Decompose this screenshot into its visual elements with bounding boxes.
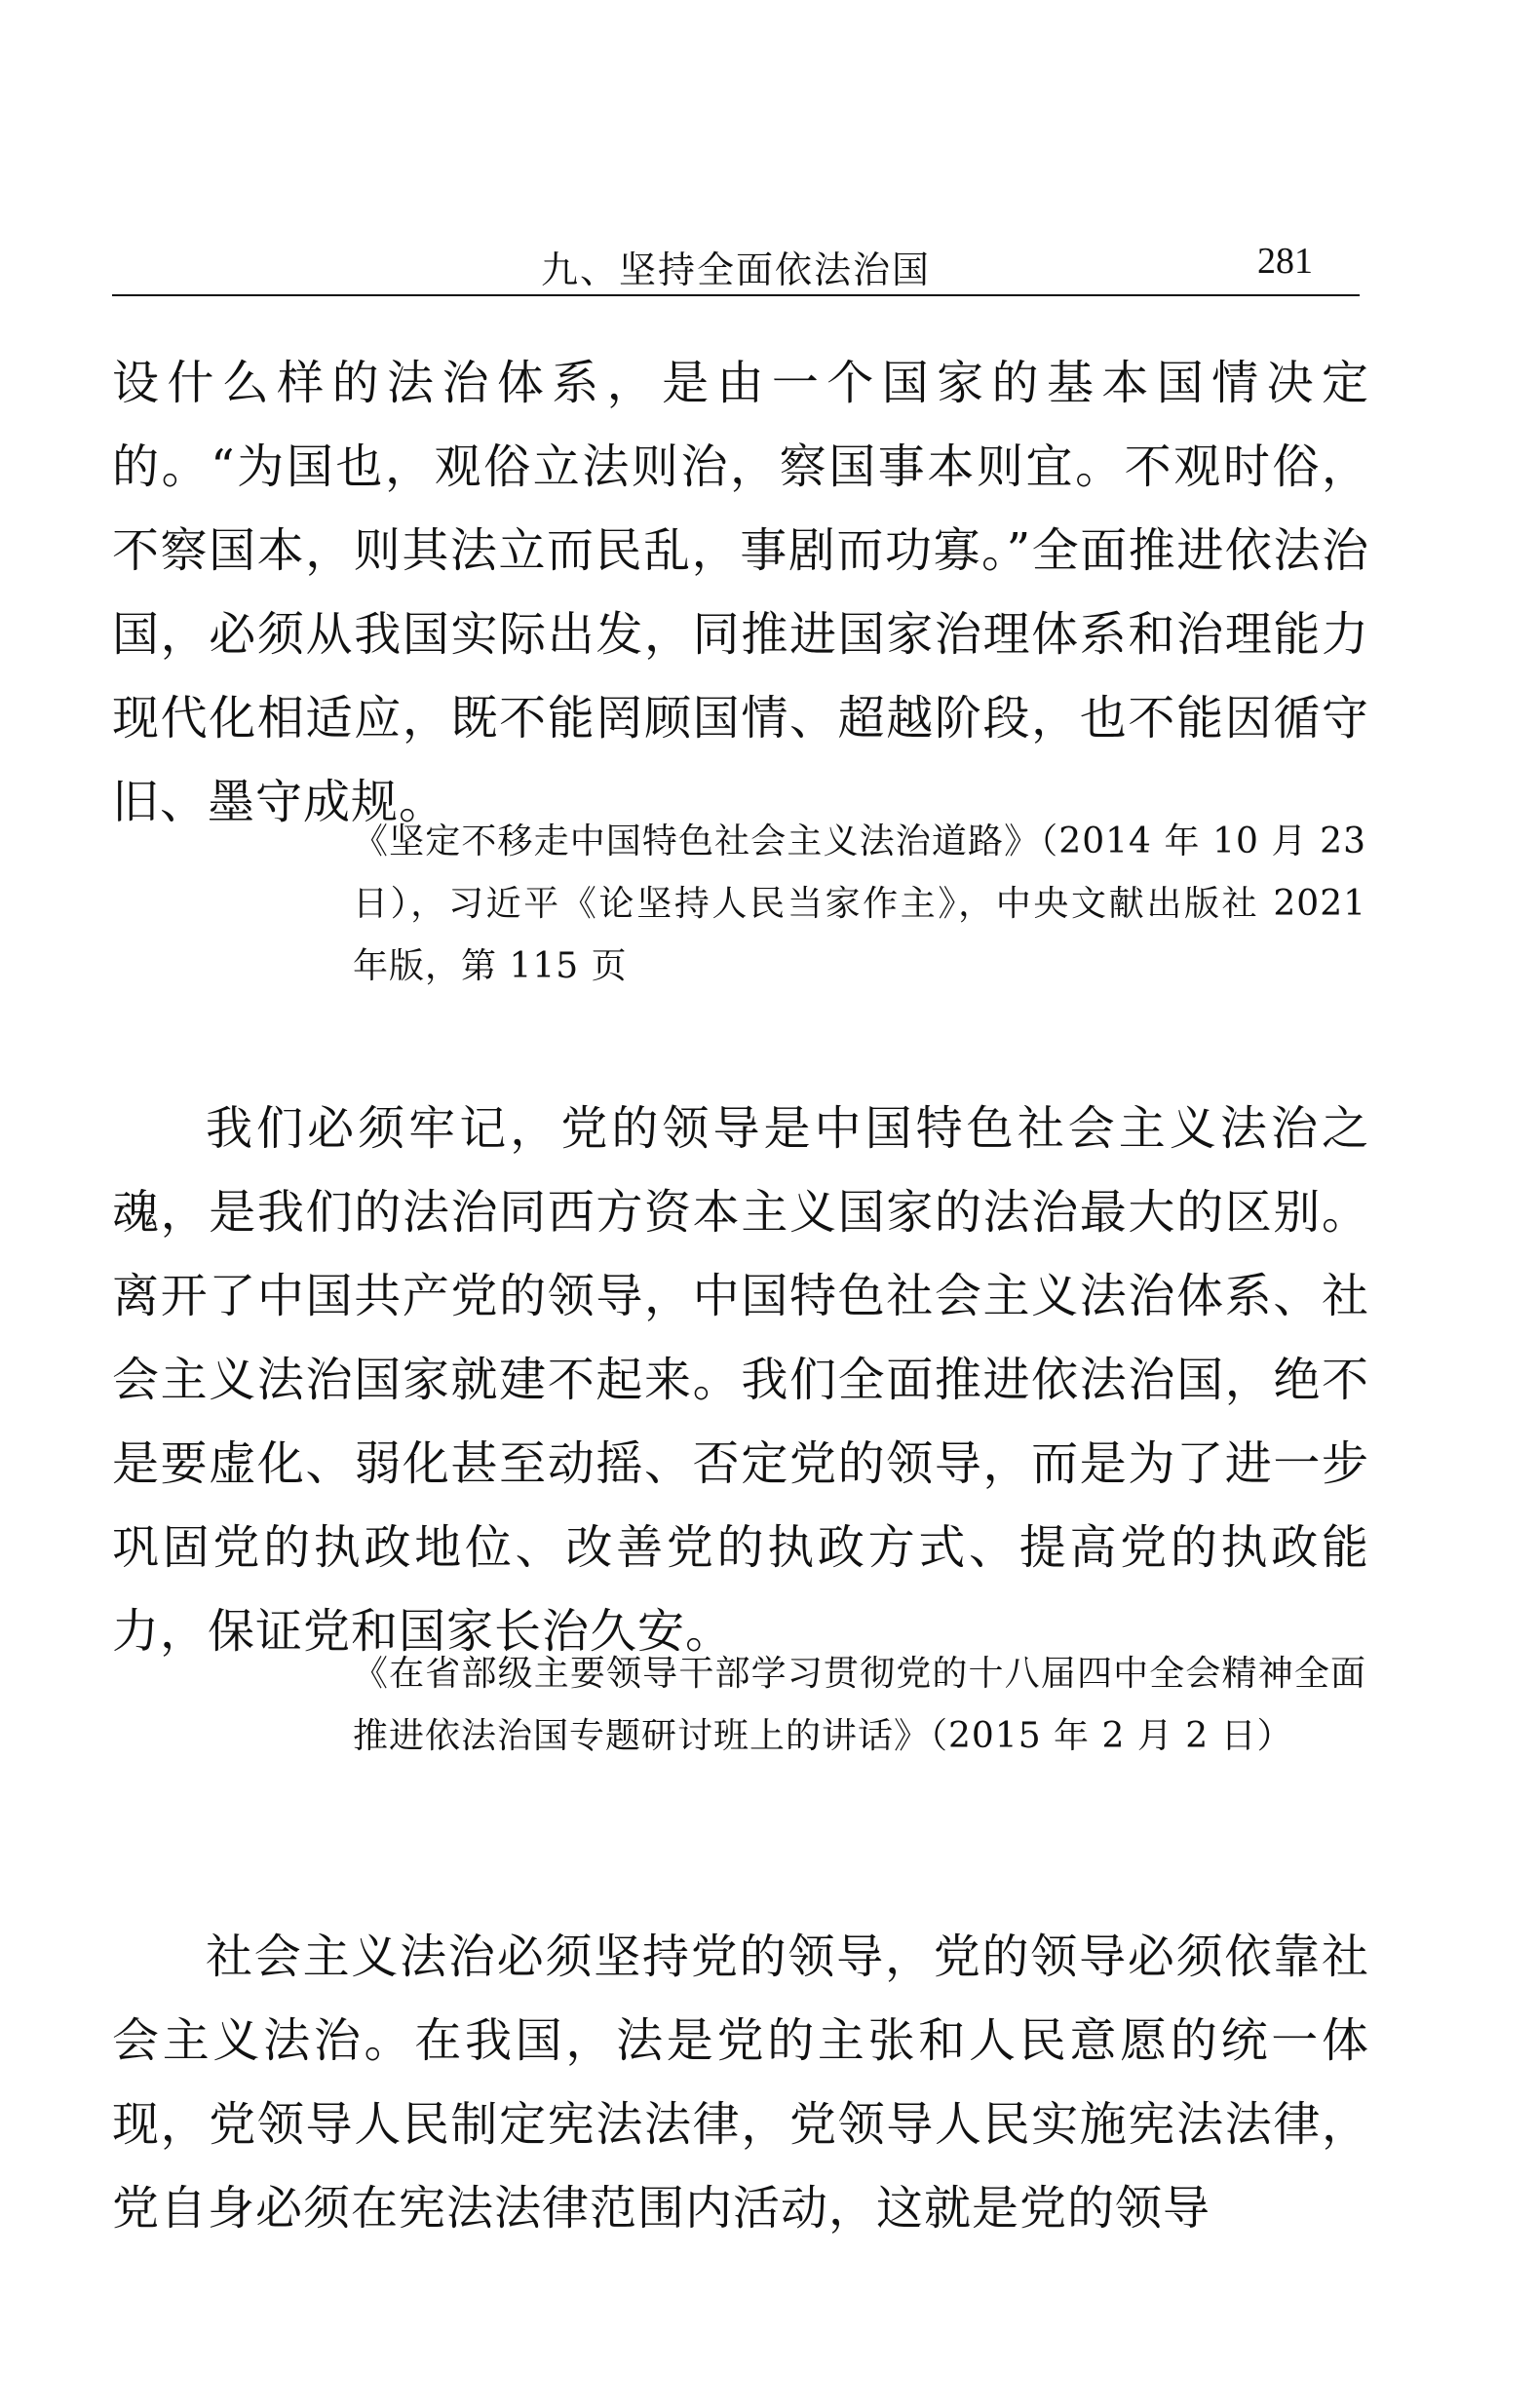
paragraph-2: 我们必须牢记，党的领导是中国特色社会主义法治之魂，是我们的法治同西方资本主义国家的法治最大的区别。离开了中国共产党的领导，中国特色社会主义法治体系、社会主义法治国家就建不起来。我们全面推进依法治国，绝不是要虚化、弱化甚至动摇、否定党的领导，而是为了进一步巩固党的执政地位、改善党的执政方式、提高党的执政能力，保证党和国家长治久安。 — [112, 1101, 1369, 1659]
page-number: 281 — [1257, 241, 1313, 282]
running-header — [112, 234, 1360, 296]
citation-1: 《坚定不移走中国特色社会主义法治道路》（2014 年 10 月 23 日），习近平《论坚持人民当家作主》，中央文献出版社 2021 年版，第 115 页 — [353, 822, 1366, 986]
chapter-title: 九、坚持全面依法治国 — [540, 248, 931, 291]
paragraph-1: 设什么样的法治体系，是由一个国家的基本国情决定的。“为国也，观俗立法则治，察国事本则宜。不观时俗，不察国本，则其法立而民乱，事剧而功寡。”全面推进依法治国，必须从我国实际出发，同推进国家治理体系和治理能力现代化相适应，既不能罔顾国情、超越阶段，也不能因循守旧、墨守成规。 — [112, 356, 1369, 829]
citation-2: 《在省部级主要领导干部学习贯彻党的十八届四中全会精神全面推进依法治国专题研讨班上的讲话》（2015 年 2 月 2 日） — [353, 1654, 1366, 1756]
paragraph-3: 社会主义法治必须坚持党的领导，党的领导必须依靠社会主义法治。在我国，法是党的主张和人民意愿的统一体现，党领导人民制定宪法法律，党领导人民实施宪法法律，党自身必须在宪法法律范围内活动，这就是党的领导 — [112, 1930, 1369, 2236]
